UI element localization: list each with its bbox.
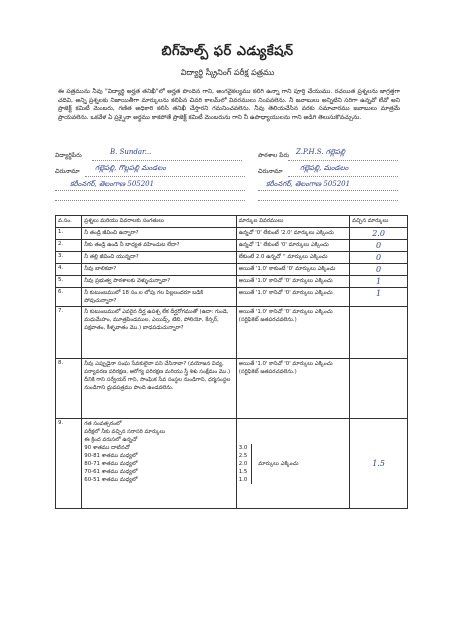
row-marks-rule: అయితే '1.0' కానిచో '0' మార్కులు ఎక్కించు <box>236 288 349 307</box>
table-row <box>56 276 408 288</box>
row-marks-rule: అయితే '1.0' కానిచో '0' మార్కులు ఎక్కించు (సర్టిఫికెట్ జతపరచవలెను.) <box>236 359 349 419</box>
q9-level: 1.0 <box>238 476 248 483</box>
row-score[interactable] <box>350 252 408 264</box>
row-no: 2. <box>56 240 82 252</box>
school-address-line-2 <box>258 190 398 191</box>
row-question: నీ తల్లి జీవించి యున్నదా? <box>82 252 236 264</box>
q9-line: ఈ క్రింద వరుసలో ఉన్నచో <box>84 437 138 443</box>
address-value-1[interactable]: గల్లెపల్లి, గొల్లపల్లి మండలం <box>95 164 166 172</box>
address-value-2[interactable]: కరీంనగర్, తెలంగాణ 505201 <box>70 180 155 188</box>
table-row <box>56 228 408 240</box>
row-question: నీ తండ్రి జీవించి ఉన్నారా? <box>82 228 236 240</box>
row-question: నీవు ఎప్పుడైనా సంఘ సేవకులైనా పని చేసినావా? (వయోజన విద్య, పర్యావరణ పరిరక్షణ, ఆరోగ్య పరిరక్షణ మరియు స్త్రీ శిశు సంక్షేమం మొ.) దీనికి గాని సర్వేయర్ గాని, సాంఘిక సేవ సంస్థల నుండిగాని, ధర్మసంస్థల నుండిగాని ధ్రువపత్రము పొంది ఉండవలెను. <box>82 359 236 419</box>
address-label: చిరునామా <box>55 168 80 175</box>
table-row <box>56 419 408 509</box>
row-no: 3. <box>56 252 82 264</box>
row-no: 9. <box>56 419 82 509</box>
page-subtitle: విద్యార్థి స్క్రీనింగ్ పరీక్ష పత్రము <box>180 68 275 77</box>
table-row <box>56 240 408 252</box>
row-no: 5. <box>56 276 82 288</box>
address-line-2 <box>55 190 245 191</box>
header-marks-detail: మార్కుల వివరములు <box>236 216 349 228</box>
row-marks-rule: ఉన్నచో '0' లేకుంటే '2.0' మార్కులు ఎక్కించు <box>236 228 349 240</box>
q9-level: 3.0 <box>238 444 248 451</box>
q9-line: 90-81 శాతము మధ్యలో <box>84 453 138 459</box>
row-no: 4. <box>56 264 82 276</box>
row-question: నీ కుటుంబములో ఎవరైన దీర్ఘ ఉపశ్చ లేక దీర్ఘరోగముతో (ఉదా: గుండె, మధుమేహం, మూత్రపిండముల, ఎయిడ్స్, టిబి, పోలియో, కేన్సర్, పక్షవాతం, కీళ్ళవాతం మొ.) బాధపడుచున్నారా? <box>82 307 236 359</box>
row-question <box>82 419 236 509</box>
row-no: 7. <box>56 307 82 359</box>
table-row <box>56 359 408 419</box>
school-address-line-1 <box>288 176 398 177</box>
row-marks-rule: ఉన్నచో '1' లేకుంటే '0' మార్కులు ఎక్కించు <box>236 240 349 252</box>
row-no: 6. <box>56 288 82 307</box>
score-value: 1 <box>376 277 382 286</box>
header-sno: వ.సం. <box>56 216 82 228</box>
questions-table <box>55 215 408 509</box>
q9-levels-block <box>239 444 347 484</box>
row-question: నీవు ప్రభుత్వ పాఠశాలకు వెళ్ళుచున్నావా? <box>82 276 236 288</box>
school-address-label: చిరునామా <box>258 168 283 175</box>
row-marks-rule <box>236 419 349 509</box>
school-name-value[interactable]: Z.P.H.S. గల్లెపల్లి <box>296 148 345 156</box>
row-no: 8. <box>56 359 82 419</box>
row-marks-rule: అయితే '1.0' కాకుంటే '0' మార్కులు ఎక్కించు <box>236 264 349 276</box>
student-name-line <box>92 160 242 161</box>
row-marks-rule: అయితే '1.0' కానిచో '0' మార్కులు ఎక్కించు (సర్టిఫికెట్ జతపరచవలెను.) <box>236 307 349 359</box>
school-name-label: పాఠశాల పేరు <box>258 152 290 159</box>
q9-line: 60-51 శాతము మధ్యలో <box>84 477 138 483</box>
q9-line: పరీక్షలో నీకు వచ్చిన సరాసరి మార్కులు <box>84 429 166 435</box>
row-score[interactable] <box>350 419 408 509</box>
score-value: 0 <box>376 265 382 274</box>
row-score[interactable] <box>350 240 408 252</box>
address-line-3 <box>55 200 245 201</box>
school-address-value-1[interactable]: గల్లెపల్లి, మండలం <box>300 164 349 172</box>
header-question: ప్రశ్నలు మరియు వివరాలకు సంగతులు <box>82 216 236 228</box>
row-score[interactable] <box>350 276 408 288</box>
score-value: 0 <box>376 253 382 262</box>
q9-line: 80-71 శాతము మధ్యలో <box>84 461 138 467</box>
q9-level: 2.5 <box>238 452 248 459</box>
score-value: 2.0 <box>372 229 385 238</box>
student-name-value[interactable]: B. Sundar... <box>110 148 152 156</box>
table-row <box>56 288 408 307</box>
table-row <box>56 264 408 276</box>
row-no: 1. <box>56 228 82 240</box>
row-score[interactable] <box>350 359 408 419</box>
school-address-value-2[interactable]: కరీంనగర్, తెలంగాణ 505201 <box>266 180 351 188</box>
q9-level: 2.0 <box>238 460 248 467</box>
row-score[interactable] <box>350 307 408 359</box>
page-title: బిగ్‌హెల్ప్ ఫర్ ఎడ్యుకేషన్ <box>161 44 294 59</box>
score-value: 1.5 <box>372 459 385 468</box>
table-header-row <box>56 216 408 228</box>
q9-line: 70-61 శాతము మధ్యలో <box>84 469 138 475</box>
q9-marks-rule: మార్కులు ఎక్కించు <box>258 460 299 467</box>
header-marks-obtained: వచ్చిన మార్కులు <box>350 216 408 228</box>
score-value: 1 <box>376 289 382 298</box>
row-score[interactable] <box>350 228 408 240</box>
q9-line: 90 శాతము దాటినచో <box>84 445 130 451</box>
row-score[interactable] <box>350 264 408 276</box>
q9-level: 1.5 <box>238 468 248 475</box>
q9-line: గత సంవత్సరంలో <box>84 421 122 427</box>
q9-levels <box>239 444 253 484</box>
table-row <box>56 252 408 264</box>
row-question: నీకు తండ్రి ఉండి నీ బాధ్యత వహించుట లేదా? <box>82 240 236 252</box>
row-question: నీ కుటుంబములో 18 సం.ల లోపు గల పిల్లలందరూ బడికి పోవుచున్నారా? <box>82 288 236 307</box>
school-address-line-3 <box>258 200 398 201</box>
score-value: 0 <box>376 241 382 250</box>
row-marks-rule: అయితే '1.0' కానిచో '0' మార్కులు ఎక్కించు <box>236 276 349 288</box>
student-name-label: విద్యార్థిపేరు <box>55 152 82 159</box>
row-score[interactable] <box>350 288 408 307</box>
intro-paragraph: ఈ పత్రమును నీవు "విద్యార్థి అర్హత తనిఖీ"లో అర్హత పొందిన గాని, అంగవైకల్యము కలిగి ఉన్నా గాని పూర్తి చేయుము. రచయిత ప్రశ్నలను జాగ్రత్తగా చదివి, అన్ని ప్రశ్నలకు నిజాయితీగా మార్కులను కలిపిన చివరి కాలమ్‌లో వివరములు నింపవలెను. నీ జవాబులు అన్నిటిని సరిగా ఉన్నవో లేవో అని ప్రాజెక్ట్ కమిటీ మెంబరు, గణిత అధికారి కలిసి తనిఖీ చేస్తారని గమనించవలెను. నీవు తెలియచేసిన వరకు సమాచారము జవాబులు మాత్రమే ప్రాయవలెను. ఒకవేళ ఏ ప్రశ్నైనా అర్థము కాకపోతే ప్రాజెక్ట్ కమిటీ మెంబరును గాని నీ ఉపాధ్యాయులను గాని అడిగి తెలుసుకొవచ్చును. <box>58 88 400 121</box>
school-name-line <box>288 160 398 161</box>
row-question: నీవు బాలికవా? <box>82 264 236 276</box>
table-row <box>56 307 408 359</box>
address-line-1 <box>85 176 245 177</box>
row-marks-rule: లేకుంటే 2.0 ఉన్నచో '' మార్కులు ఎక్కించు <box>236 252 349 264</box>
